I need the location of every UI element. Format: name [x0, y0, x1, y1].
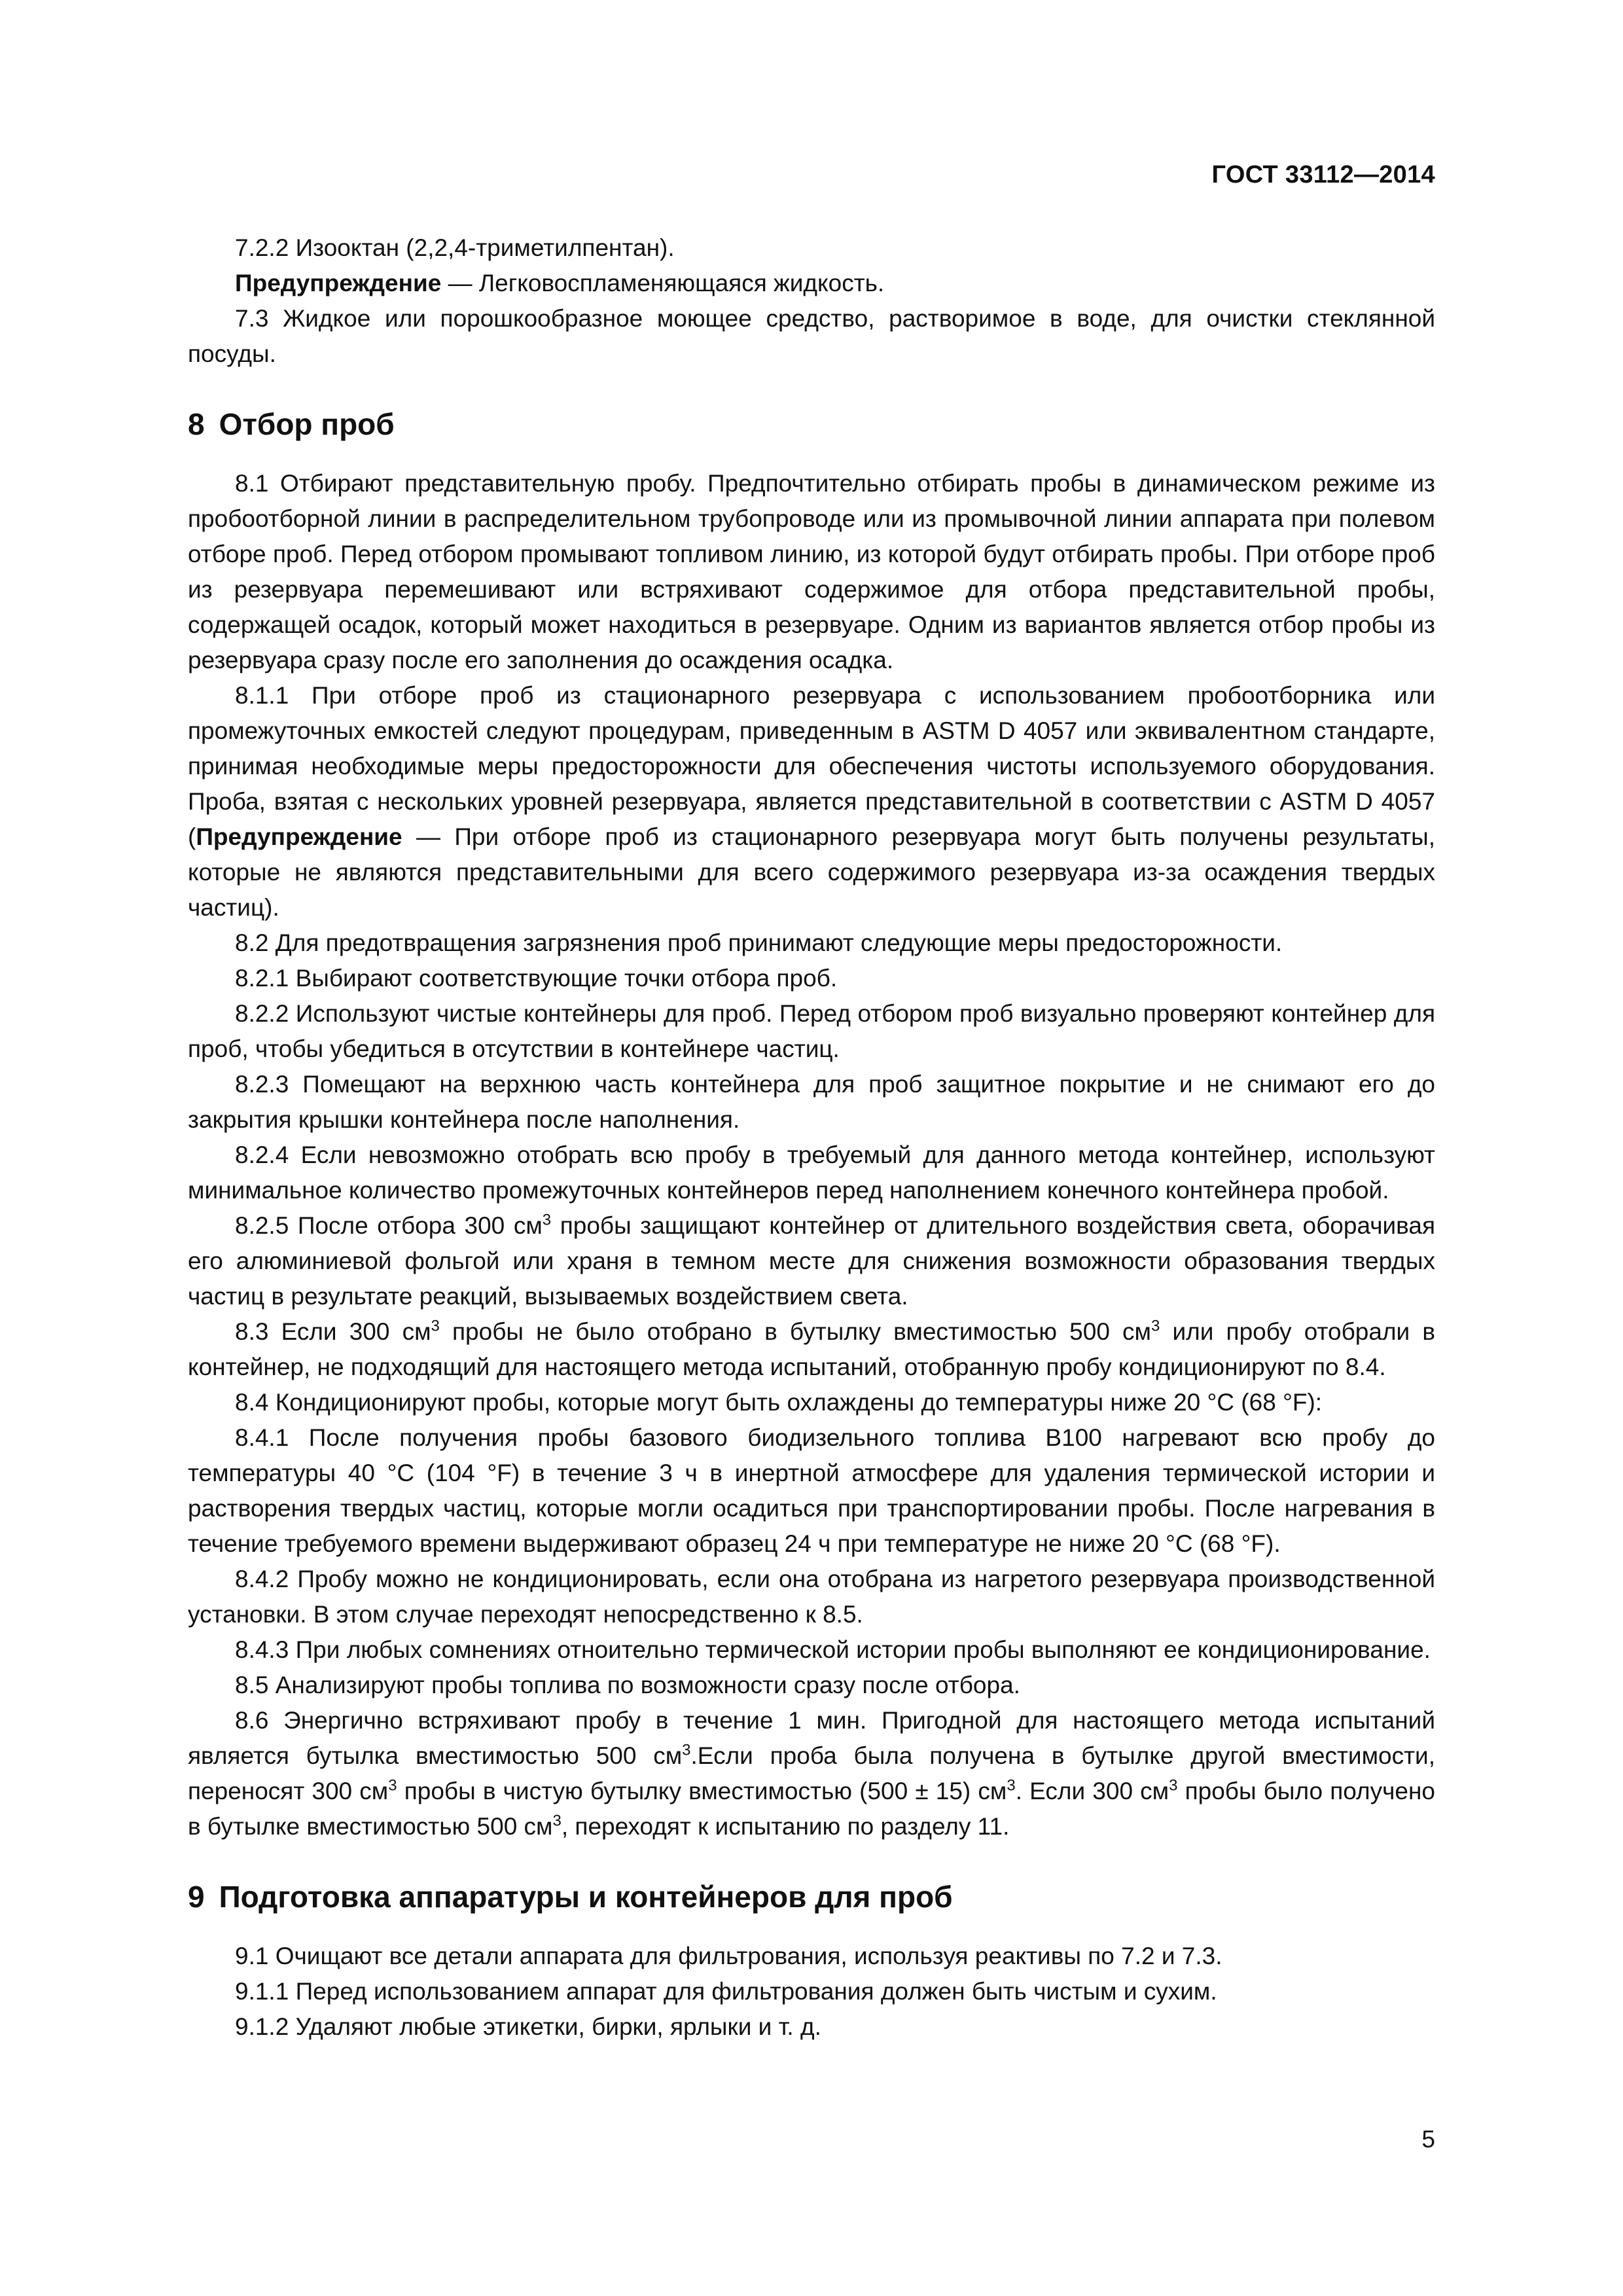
paragraph-9-1-1: 9.1.1 Перед использованием аппарат для фильтрования должен быть чистым и сухим.: [235, 1978, 1217, 2005]
page-content: [188, 230, 1435, 2045]
superscript: 3: [1007, 1776, 1016, 1795]
paragraph-8-3-text-a: 8.3 Если 300 см: [235, 1318, 431, 1345]
section-9-heading: [188, 1877, 1435, 1916]
paragraph-8-6-text-d: . Если 300 см: [1015, 1778, 1169, 1804]
paragraph-8-1: 8.1 Отбирают представительную пробу. Предпочтительно отбирать пробы в динамическом режиме из пробоотборной линии в распределительном трубопроводе или из промывочной линии аппарата при полевом отборе проб. Перед отбором промывают топливом линию, из которой будут отбирать пробы. При отборе проб из резервуара перемешивают или встряхивают содержимое для отбора представительной пробы, содержащей осадок, который может находиться в резервуаре. Одним из вариантов является отбор пробы из резервуара сразу после его заполнения до осаждения осадка.: [188, 470, 1435, 673]
section-8-title: Отбор проб: [219, 407, 395, 441]
paragraph-8-4: 8.4 Кондиционируют пробы, которые могут быть охлаждены до температуры ниже 20 °С (68 °F):: [235, 1389, 1323, 1416]
superscript: 3: [552, 1812, 562, 1830]
paragraph-8-1-1-text-a: 8.1.1 При отборе проб из стационарного резервуара с использованием пробоотборника или промежуточных емкостей следуют процедурам, приведенным в ASTM D 4057 или эквивалентном стандарте, принимая необходимые меры предосторожности для обеспечения чистоты используемого оборудования. Проба, взятая с нескольких уровней резервуара, является представительной в соответствии с ASTM D 4057 (: [188, 682, 1435, 850]
document-code: ГОСТ 33112—2014: [1211, 161, 1435, 188]
paragraph-8-2-1: 8.2.1 Выбирают соответствующие точки отбора проб.: [235, 965, 838, 992]
warning-text: — Легковоспламеняющаяся жидкость.: [441, 270, 885, 296]
paragraph-8-3-text-b: пробы не было отобрано в бутылку вместимостью 500 см: [439, 1318, 1151, 1345]
paragraph-8-1-1-text-b: — При отборе проб из стационарного резервуара могут быть получены результаты, которые не являются представительными для всего содержимого резервуара из-за осаждения твердых частиц).: [188, 823, 1435, 921]
paragraph-8-2-5: [188, 1208, 1435, 1314]
paragraph-8-4-3: 8.4.3 При любых сомнениях отноительно термической истории пробы выполняют ее кондиционирование.: [235, 1636, 1431, 1663]
paragraph-8-1-1: [188, 678, 1435, 925]
paragraph-8-4-2: 8.4.2 Пробу можно не кондиционировать, если она отобрана из нагретого резервуара производственной установки. В этом случае переходят непосредственно к 8.5.: [188, 1566, 1435, 1628]
paragraph-8-6-text-a: 8.6 Энергично встряхивают пробу в течение 1 мин. Пригодной для настоящего метода испытаний является бутылка вместимостью 500 см: [188, 1707, 1435, 1769]
paragraph-8-2-5-text-a: 8.2.5 После отбора 300 см: [235, 1212, 543, 1239]
paragraph-8-6-text-c: пробы в чистую бутылку вместимостью (500 ± 15) см: [397, 1778, 1007, 1804]
paragraph-8-5: 8.5 Анализируют пробы топлива по возможности сразу после отбора.: [235, 1672, 1020, 1698]
paragraph-8-2-2: 8.2.2 Используют чистые контейнеры для проб. Перед отбором проб визуально проверяют контейнер для проб, чтобы убедиться в отсутствии в контейнере частиц.: [188, 1000, 1435, 1062]
paragraph-8-2: 8.2 Для предотвращения загрязнения проб принимают следующие меры предосторожности.: [235, 929, 1283, 956]
section-8-number: 8: [188, 407, 205, 441]
paragraph-7-3: 7.3 Жидкое или порошкообразное моющее средство, растворимое в воде, для очистки стеклянной посуды.: [188, 305, 1435, 367]
warning-label: Предупреждение: [235, 270, 442, 296]
paragraph-8-1-1-warning: Предупреждение: [196, 823, 402, 850]
superscript: 3: [1169, 1776, 1178, 1795]
paragraph-8-3-text-c: или пробу отобрали в контейнер, не подходящий для настоящего метода испытаний, отобранную пробу кондиционируют по 8.4.: [188, 1318, 1436, 1380]
paragraph-8-6-text-f: , переходят к испытанию по разделу 11.: [561, 1813, 1010, 1840]
superscript: 3: [388, 1776, 397, 1795]
paragraph-8-2-3: 8.2.3 Помещают на верхнюю часть контейнера для проб защитное покрытие и не снимают его до закрытия крышки контейнера после наполнения.: [188, 1071, 1435, 1133]
superscript: 3: [431, 1317, 440, 1335]
superscript: 3: [542, 1211, 552, 1229]
paragraph-8-6: [188, 1703, 1435, 1844]
superscript: 3: [1150, 1317, 1160, 1335]
paragraph-8-6-text-e: пробы было получено в бутылке вместимостью 500 см: [188, 1778, 1436, 1840]
paragraph-9-1: 9.1 Очищают все детали аппарата для фильтрования, используя реактивы по 7.2 и 7.3.: [235, 1943, 1222, 1969]
paragraph-9-1-2: 9.1.2 Удаляют любые этикетки, бирки, ярлыки и т. д.: [235, 2013, 821, 2040]
paragraph-8-3: [188, 1314, 1435, 1385]
section-8-heading: [188, 404, 1435, 444]
paragraph-8-4-1: 8.4.1 После получения пробы базового биодизельного топлива В100 нагревают всю пробу до температуры 40 °С (104 °F) в течение 3 ч в инертной атмосфере для удаления термической истории и растворения твердых частиц, которые могли осадиться при транспортировании пробы. После нагревания в течение требуемого времени выдерживают образец 24 ч при температуре не ниже 20 °С (68 °F).: [188, 1424, 1435, 1557]
section-9-title: Подготовка аппаратуры и контейнеров для проб: [219, 1880, 953, 1914]
paragraph-8-2-5-text-b: пробы защищают контейнер от длительного воздействия света, оборачивая его алюминиевой фольгой или храня в темном месте для снижения возможности образования твердых частиц в результате реакций, вызываемых воздействием света.: [188, 1212, 1436, 1310]
page-number: 5: [1421, 2126, 1435, 2153]
paragraph-warning: [188, 266, 1435, 301]
paragraph-8-6-text-b: .Если проба была получена в бутылке другой вместимости, переносят 300 см: [188, 1742, 1435, 1804]
superscript: 3: [682, 1741, 691, 1759]
paragraph-8-2-4: 8.2.4 Если невозможно отобрать всю пробу в требуемый для данного метода контейнер, используют минимальное количество промежуточных контейнеров перед наполнением конечного контейнера пробой.: [188, 1141, 1435, 1204]
section-9-number: 9: [188, 1880, 205, 1914]
paragraph-7-2-2: 7.2.2 Изооктан (2,2,4-триметилпентан).: [235, 234, 675, 261]
